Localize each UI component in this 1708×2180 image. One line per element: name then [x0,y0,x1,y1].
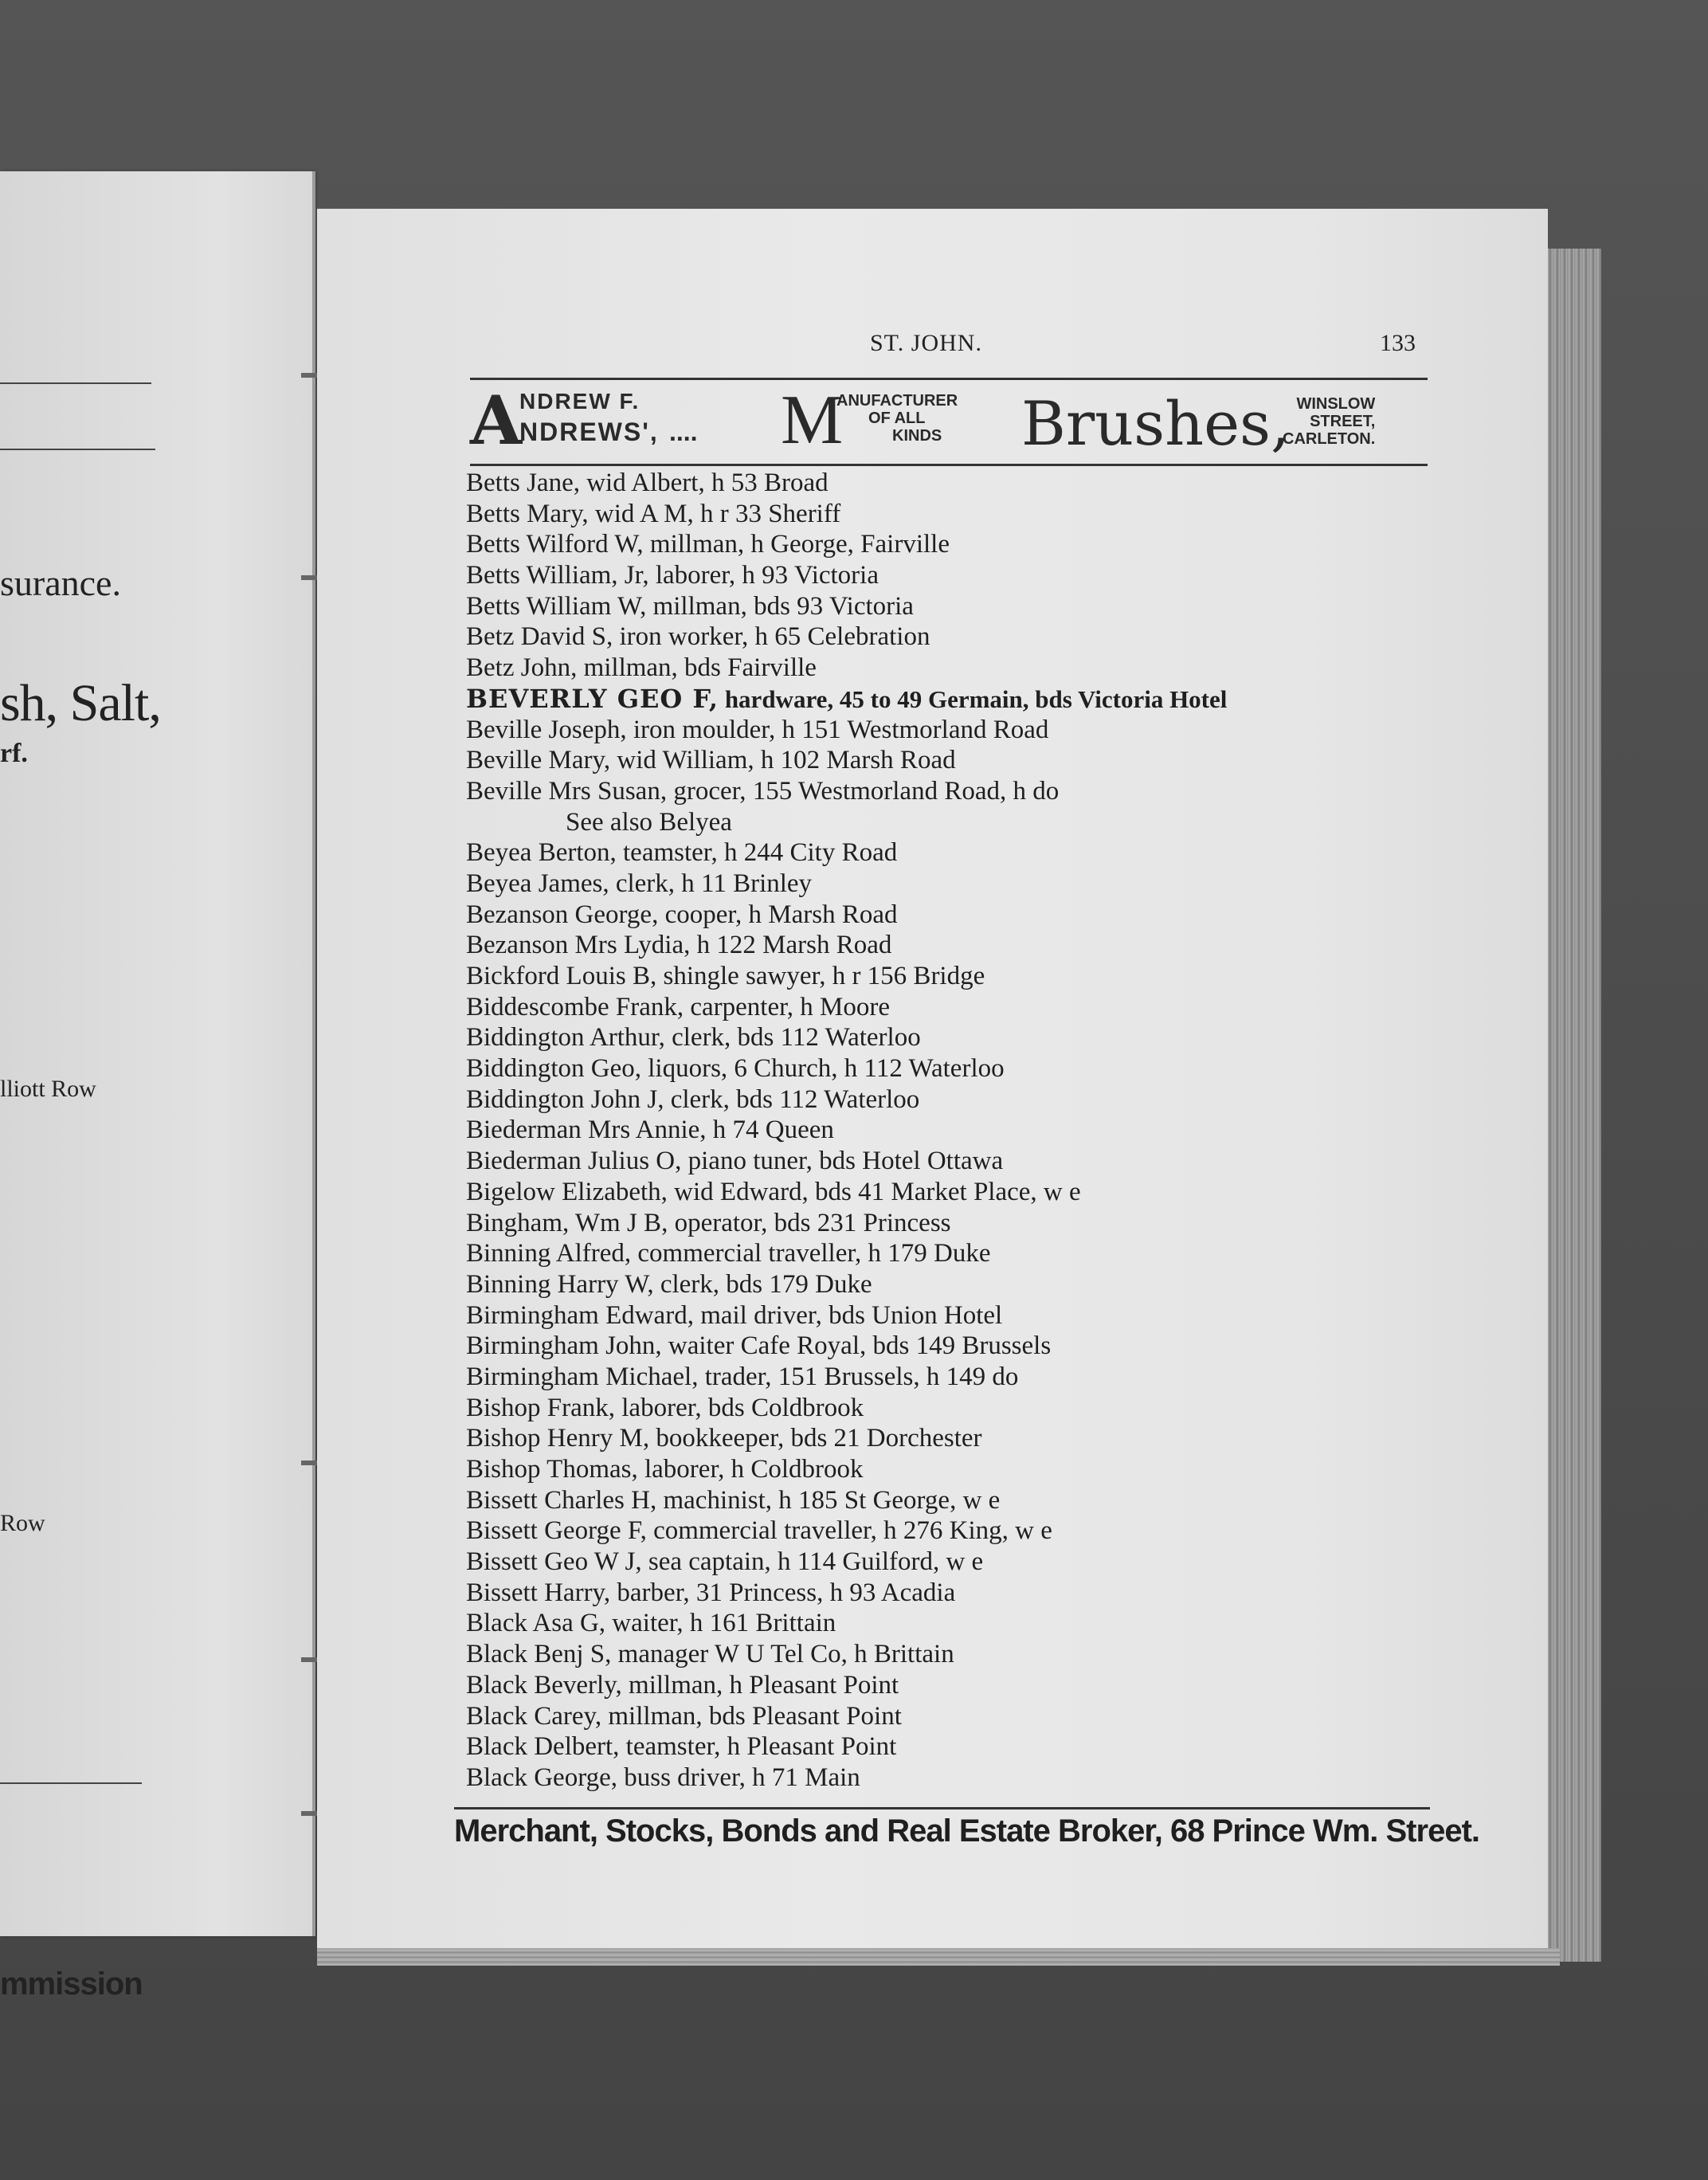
entry-name: Bezanson Mrs Lydia, h 122 Marsh Road [466,931,892,960]
directory-entry [466,1362,1422,1393]
directory-entry [466,1608,1422,1639]
left-elliott-row-text: lliott Row [0,1076,96,1102]
running-head-city: ST. JOHN. [870,330,982,356]
directory-entry [466,900,1422,931]
banner-advertisement [470,381,1426,461]
banner-address-line-2: STREET, [1310,413,1376,430]
entry-name: Bissett Charles H, machinist, h 185 St George, w e [466,1485,1001,1515]
entry-name: Betts Mary, wid A M, h r 33 Sheriff [466,499,841,528]
entry-name: Birmingham John, waiter Cafe Royal, bds 149 Brussels [466,1331,1052,1361]
banner-mfr-line-1: ANUFACTURER [836,392,958,410]
directory-entry [466,807,1422,838]
entry-name: Beville Joseph, iron moulder, h 151 Westmorland Road [466,715,1049,744]
directory-entry [466,1115,1422,1146]
left-commission-text: mmission [0,1966,143,2002]
directory-entry [466,1423,1422,1454]
banner-mfr-line-2: OF ALL [868,410,926,427]
directory-entry [466,992,1422,1023]
entry-name: Biederman Julius O, piano tuner, bds Hotel Ottawa [466,1147,1004,1176]
left-page [0,171,315,2002]
directory-listing [466,468,1422,1794]
left-insurance-text: surance. [0,563,121,603]
directory-entry [466,1238,1422,1269]
left-rule-under-insurance [0,449,155,450]
directory-entry [466,1208,1422,1239]
entry-name: Bickford Louis B, shingle sawyer, h r 156 Bridge [466,962,985,990]
directory-entry [466,1084,1422,1115]
entry-name: Bezanson George, cooper, h Marsh Road [466,900,898,929]
directory-entry [466,1731,1422,1762]
banner-rule-bottom [470,464,1428,466]
banner-dots: .... [669,418,698,446]
directory-entry [466,1485,1422,1516]
entry-name: Biddington Geo, liquors, 6 Church, h 112 Waterloo [466,1054,1005,1084]
directory-entry [466,1547,1422,1578]
directory-entry [466,1177,1422,1208]
directory-entry [466,1454,1422,1485]
entry-name: Bissett Harry, barber, 31 Princess, h 93 Acadia [466,1578,956,1607]
directory-entry [466,1300,1422,1331]
entry-name: Black George, buss driver, h 71 Main [466,1762,860,1792]
entry-name: Birmingham Michael, trader, 151 Brussels, h 149 do [466,1362,1019,1391]
directory-entry [466,1269,1422,1300]
entry-name: Betz John, millman, bds Fairville [466,653,817,683]
banner-initial-m: M [781,382,844,459]
banner-address [1283,395,1375,448]
entry-name: Beyea James, clerk, h 11 Brinley [466,868,813,898]
directory-entry [466,499,1422,530]
banner-rule-top [470,378,1428,380]
directory-entry [466,1701,1422,1732]
entry-name: Bissett Geo W J, sea captain, h 114 Guilford, w e [466,1547,984,1577]
banner-brushes-text: Brushes, [1021,388,1291,459]
directory-entry [466,930,1422,961]
footer-advertisement: Merchant, Stocks, Bonds and Real Estate Broker, 68 Prince Wm. Street. [454,1813,1479,1849]
directory-entry [466,1762,1422,1794]
directory-entry [466,684,1422,715]
entry-name: Beyea Berton, teamster, h 244 City Road [466,838,898,868]
directory-entry [466,1670,1422,1701]
directory-entry [466,715,1422,746]
entry-detail: hardware, 45 to 49 Germain, bds Victoria Hotel [719,684,1228,713]
entry-name: Biederman Mrs Annie, h 74 Queen [466,1115,834,1145]
entry-name: Black Carey, millman, bds Pleasant Point [466,1701,902,1731]
directory-entry [466,837,1422,868]
entry-name: Biddington John J, clerk, bds 112 Waterloo [466,1084,920,1114]
directory-entry [466,1053,1422,1084]
page-bottom-edge [317,1948,1560,1966]
banner-initial-a: A [470,381,523,460]
directory-entry [466,1146,1422,1177]
left-rule-bottom [0,1782,142,1784]
entry-name: BEVERLY GEO F, [466,683,719,714]
banner-address-line-1: WINSLOW [1296,395,1376,413]
directory-entry [466,591,1422,622]
gutter-line [312,171,315,1936]
directory-entry [466,1515,1422,1547]
entry-name: Betz David S, iron worker, h 65 Celebration [466,622,930,652]
banner-address-line-3: CARLETON. [1283,430,1376,448]
directory-entry [466,653,1422,684]
entry-name: Betts William W, millman, bds 93 Victoria [466,591,914,621]
entry-name: Black Benj S, manager W U Tel Co, h Brittain [466,1640,954,1669]
directory-entry [466,1639,1422,1670]
entry-name: Betts Jane, wid Albert, h 53 Broad [466,469,829,497]
directory-entry [466,621,1422,653]
directory-entry [466,1331,1422,1362]
entry-name: Beville Mary, wid William, h 102 Marsh Road [466,746,956,775]
entry-name: Betts Wilford W, millman, h George, Fairville [466,530,950,559]
page-stack-edge [1545,249,1601,1962]
left-row-text: Row [0,1510,45,1536]
banner-mfr-line-3: KINDS [892,427,942,445]
directory-entry [466,529,1422,560]
directory-entry [466,560,1422,591]
footer-rule [454,1807,1430,1809]
directory-entry [466,1393,1422,1424]
banner-name-top: NDREW F. [519,389,640,414]
entry-name: Black Beverly, millman, h Pleasant Point [466,1670,899,1700]
entry-name: Black Asa G, waiter, h 161 Brittain [466,1609,836,1638]
entry-name: Bigelow Elizabeth, wid Edward, bds 41 Market Place, w e [466,1177,1081,1206]
directory-entry [466,1022,1422,1053]
entry-name: Bissett George F, commercial traveller, h 276 King, w e [466,1516,1052,1546]
left-salt-text: sh, Salt, [0,674,161,732]
entry-name: Bingham, Wm J B, operator, bds 231 Princess [466,1208,951,1237]
page-number: 133 [1380,330,1416,356]
directory-entry [466,868,1422,900]
directory-entry [466,961,1422,992]
entry-name: See also Belyea [566,807,732,837]
entry-name: Beville Mrs Susan, grocer, 155 Westmorland Road, h do [466,776,1060,806]
entry-name: Binning Harry W, clerk, bds 179 Duke [466,1269,872,1299]
entry-name: Bishop Henry M, bookkeeper, bds 21 Dorchester [466,1424,982,1453]
entry-name: Bishop Thomas, laborer, h Coldbrook [466,1455,864,1484]
directory-entry [466,468,1422,499]
directory-entry [466,1578,1422,1609]
banner-manufacturer-text [836,392,958,445]
entry-name: Birmingham Edward, mail driver, bds Union Hotel [466,1300,1003,1330]
entry-name: Binning Alfred, commercial traveller, h 179 Duke [466,1239,991,1268]
banner-name-bottom: NDREWS', [519,418,659,446]
directory-entry [466,776,1422,807]
left-rf-text: rf. [0,739,28,768]
directory-entry [466,745,1422,776]
left-rule-top [0,382,151,384]
entry-name: Bishop Frank, laborer, bds Coldbrook [466,1393,864,1422]
entry-name: Biddington Arthur, clerk, bds 112 Waterloo [466,1023,921,1053]
entry-name: Black Delbert, teamster, h Pleasant Point [466,1732,897,1762]
entry-name: Biddescombe Frank, carpenter, h Moore [466,992,891,1021]
entry-name: Betts William, Jr, laborer, h 93 Victoria [466,561,879,590]
